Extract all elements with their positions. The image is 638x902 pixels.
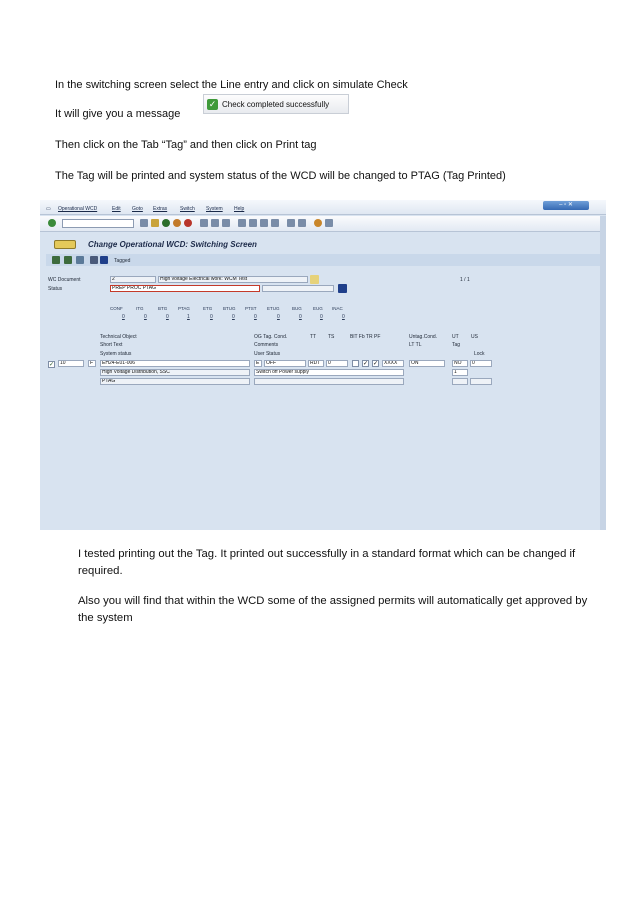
sap-icon[interactable]: ▭: [46, 206, 51, 212]
wc-document-field[interactable]: 2: [110, 276, 156, 283]
overview-icon[interactable]: [52, 256, 60, 264]
pf-field[interactable]: XXXX: [382, 360, 404, 367]
scrollbar[interactable]: [600, 216, 606, 530]
sap-screenshot: [40, 200, 606, 530]
og-tag-cond-label: OG Tag. Cond.: [254, 334, 288, 340]
menu-system[interactable]: System: [206, 206, 223, 212]
page-title: Change Operational WCD: Switching Screen: [88, 240, 257, 249]
window-controls[interactable]: – ▫ ✕: [543, 201, 589, 210]
instruction-line-2: It will give you a message: [55, 108, 181, 120]
status-col-etg: ETG: [203, 306, 213, 311]
status-col-conf: CONF: [110, 306, 123, 311]
mode-icon: [54, 240, 76, 249]
tt-field[interactable]: 0: [326, 360, 348, 367]
menu-edit[interactable]: Edit: [112, 206, 121, 212]
last-page-icon[interactable]: [271, 219, 279, 227]
technical-object-field[interactable]: EH24-E01-006: [100, 360, 250, 367]
first-page-icon[interactable]: [238, 219, 246, 227]
paragraph-1-line-2: required.: [78, 565, 123, 577]
instruction-line-3: Then click on the Tab “Tag” and then click on Print tag: [55, 139, 317, 151]
system-toolbar: [40, 216, 606, 232]
back-arrow-icon[interactable]: [140, 219, 148, 227]
status-val-itg[interactable]: 0: [144, 314, 147, 320]
shortcut-icon[interactable]: [298, 219, 306, 227]
status-col-btug: BTUG: [223, 306, 236, 311]
short-text-field[interactable]: High Voltage Distribution, SSC: [100, 369, 250, 376]
user-status-label: User Status: [254, 351, 281, 357]
tag-field[interactable]: 1: [452, 369, 468, 376]
ut-field[interactable]: NO: [452, 360, 468, 367]
status-val-inac[interactable]: 0: [342, 314, 345, 320]
title-bar: [46, 236, 602, 252]
success-message: [203, 94, 349, 114]
status-col-btg: BTG: [158, 306, 168, 311]
layout-icon[interactable]: [325, 219, 333, 227]
status-label: Status: [48, 286, 63, 292]
status-col-eug: EUG: [313, 306, 323, 311]
help-icon[interactable]: [314, 219, 322, 227]
tab-tagged[interactable]: Tagged: [114, 258, 131, 264]
status-col-bug: BUG: [292, 306, 302, 311]
tag-label: Tag: [452, 342, 461, 348]
menu-goto[interactable]: Goto: [132, 206, 143, 212]
status-extra-field[interactable]: [262, 285, 334, 292]
technical-object-label: Technical Object: [100, 334, 137, 340]
previous-page-icon[interactable]: [249, 219, 257, 227]
status-field[interactable]: PREP PROC PTAG: [110, 285, 260, 292]
status-val-bug[interactable]: 0: [299, 314, 302, 320]
wc-document-label: WC Document: [48, 277, 81, 283]
command-field[interactable]: [62, 219, 134, 228]
comments-label: Comments: [254, 342, 279, 348]
status-col-ptst: PTST: [245, 306, 257, 311]
us-label: US: [471, 334, 478, 340]
short-text-label: Short Text: [100, 342, 123, 348]
rdt-field[interactable]: RDT: [308, 360, 324, 367]
cancel-icon[interactable]: [184, 219, 192, 227]
grid-icon[interactable]: [90, 256, 98, 264]
status-val-eug[interactable]: 0: [320, 314, 323, 320]
lock-field-1[interactable]: [452, 378, 468, 385]
find-next-icon[interactable]: [222, 219, 230, 227]
status-col-ptag: PTAG: [178, 306, 190, 311]
row-checkbox[interactable]: ✓: [49, 362, 55, 368]
status-val-ptst[interactable]: 0: [254, 314, 257, 320]
exit-icon[interactable]: [173, 219, 181, 227]
menu-switch[interactable]: Switch: [180, 206, 195, 212]
lock-label: Lock: [474, 351, 485, 357]
ut-label: UT: [452, 334, 459, 340]
status-col-etug: ETUG: [267, 306, 280, 311]
success-message-text: Check completed successfully: [222, 99, 330, 109]
status-val-etg[interactable]: 0: [210, 314, 213, 320]
print-icon[interactable]: [200, 219, 208, 227]
untag-cond-field[interactable]: ON: [409, 360, 445, 367]
info-icon[interactable]: [100, 256, 108, 264]
details-icon[interactable]: [76, 256, 84, 264]
next-page-icon[interactable]: [260, 219, 268, 227]
system-status-field[interactable]: PTAG: [100, 378, 250, 385]
cond-field[interactable]: OFF: [264, 360, 306, 367]
user-status-field[interactable]: [254, 378, 404, 385]
list-icon[interactable]: [64, 256, 72, 264]
find-icon[interactable]: [211, 219, 219, 227]
ts-label: TS: [328, 334, 335, 340]
blt-checkbox[interactable]: [352, 360, 359, 367]
new-session-icon[interactable]: [287, 219, 295, 227]
status-val-conf[interactable]: 0: [122, 314, 125, 320]
menu-extras[interactable]: Extras: [153, 206, 168, 212]
us-field[interactable]: 0: [470, 360, 492, 367]
paragraph-2-line-1: Also you will find that within the WCD some of the assigned permits will automatically get approved by: [78, 595, 588, 607]
status-col-itg: ITG: [136, 306, 144, 311]
back-icon[interactable]: [162, 219, 170, 227]
menu-help[interactable]: Help: [234, 206, 245, 212]
fb-checkbox[interactable]: ✓: [363, 361, 369, 367]
untag-cond-label: Untag.Cond.: [409, 334, 438, 340]
checkmark-icon: ✓: [208, 98, 217, 109]
status-val-btug[interactable]: 0: [232, 314, 235, 320]
status-val-btg[interactable]: 0: [166, 314, 169, 320]
lt-tl-label: LT TL: [409, 342, 422, 348]
page-counter: 1 / 1: [460, 277, 470, 283]
blt-label: BlT Fb TR PF: [350, 334, 381, 340]
menu-operational-wcd[interactable]: Operational WCD: [58, 206, 98, 212]
instruction-line-1: In the switching screen select the Line entry and click on simulate Check: [55, 79, 408, 91]
wc-document-text[interactable]: High voltage Electrical work: WCM Test: [158, 276, 308, 283]
status-val-ptag[interactable]: 1: [187, 314, 190, 320]
comments-field[interactable]: Switch off Power supply: [254, 369, 404, 376]
paragraph-2-line-2: the system: [78, 612, 133, 624]
status-col-inac: INAC: [332, 306, 343, 311]
instruction-line-4: The Tag will be printed and system status of the WCD will be changed to PTAG (Tag Printed): [55, 170, 506, 182]
application-toolbar: [46, 254, 602, 266]
menu-bar: [40, 200, 606, 215]
row-item-field[interactable]: 10: [58, 360, 84, 367]
system-status-label: System status: [100, 351, 132, 357]
save-icon[interactable]: [151, 219, 159, 227]
lock-field-2[interactable]: [470, 378, 492, 385]
status-val-etug[interactable]: 0: [277, 314, 280, 320]
cond-code-field[interactable]: E: [254, 360, 262, 367]
row-type-field[interactable]: F: [88, 360, 96, 367]
enter-icon[interactable]: [48, 219, 56, 227]
long-text-icon[interactable]: [310, 275, 319, 284]
status-info-icon[interactable]: [338, 284, 347, 293]
tr-checkbox[interactable]: ✓: [373, 361, 379, 367]
paragraph-1-line-1: I tested printing out the Tag. It printed out successfully in a standard format which can be changed if: [78, 548, 576, 560]
tt-label: TT: [310, 334, 317, 340]
